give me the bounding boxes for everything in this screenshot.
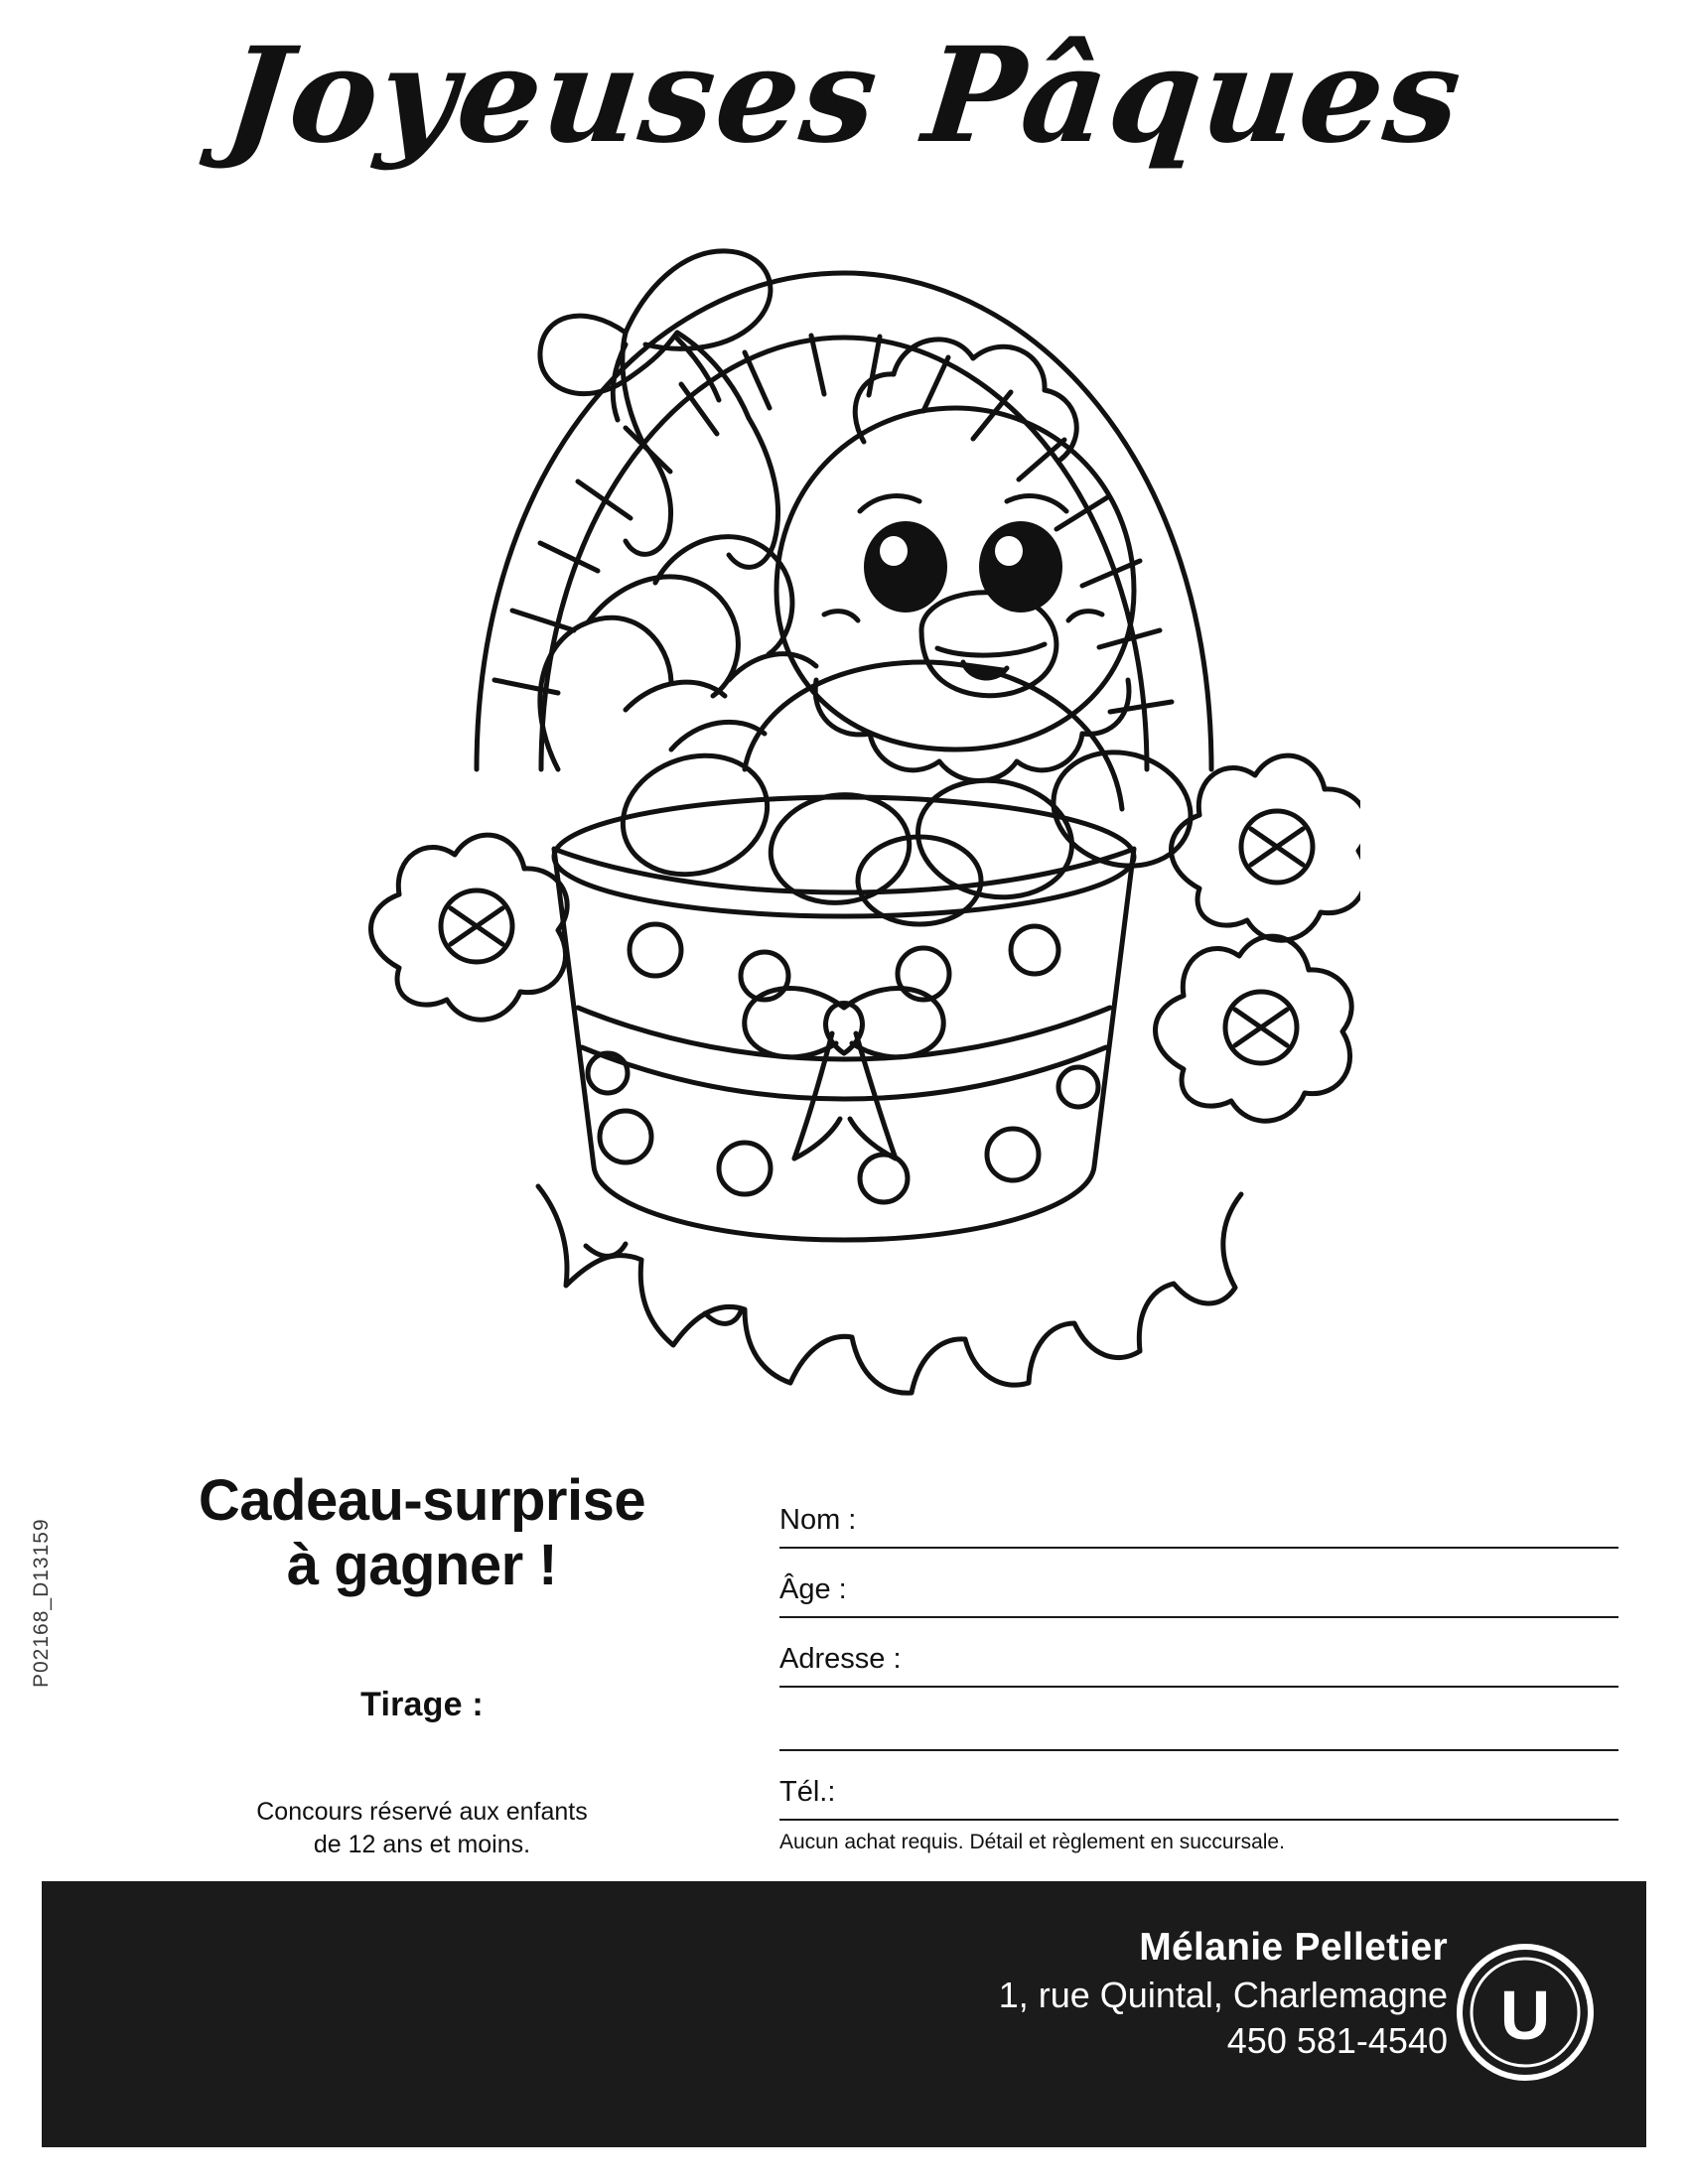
footer-bar [42, 1881, 1646, 2147]
entry-form [779, 1479, 1618, 1854]
field-age[interactable] [779, 1549, 1618, 1618]
field-nom-label: Nom : [779, 1504, 857, 1536]
eligibility-line2: de 12 ans et moins. [313, 1831, 531, 1859]
eligibility-line1: Concours réservé aux enfants [256, 1797, 588, 1826]
page-title [0, 19, 1688, 173]
draw-label: Tirage : [360, 1685, 484, 1723]
uniprix-logo-icon [1456, 1943, 1595, 2082]
merchant-address: 1, rue Quintal, Charlemagne [998, 1974, 1448, 2015]
field-adresse-label: Adresse : [779, 1643, 902, 1675]
promo-headline [104, 1469, 740, 1598]
eligibility-note [104, 1796, 740, 1862]
field-adresse-line2[interactable] [779, 1688, 1618, 1751]
merchant-phone: 450 581-4540 [1226, 2019, 1448, 2061]
promo-column [104, 1469, 740, 1862]
field-age-label: Âge : [779, 1573, 847, 1605]
reference-code: P02168_D13159 [30, 1518, 53, 1688]
svg-text:U: U [1499, 1977, 1551, 2054]
field-telephone[interactable] [779, 1751, 1618, 1821]
form-disclaimer: Aucun achat requis. Détail et règlement en succursale. [779, 1831, 1285, 1853]
easter-basket-illustration [328, 213, 1360, 1454]
merchant-info [999, 1923, 1448, 2064]
field-telephone-label: Tél.: [779, 1776, 836, 1808]
title-text: Joyeuses Pâques [218, 19, 1470, 173]
field-nom[interactable] [779, 1479, 1618, 1549]
promo-headline-line1: Cadeau-surprise [198, 1468, 646, 1533]
merchant-name: Mélanie Pelletier [1139, 1926, 1448, 1969]
promo-headline-line2: à gagner ! [286, 1532, 558, 1597]
field-adresse[interactable] [779, 1618, 1618, 1688]
